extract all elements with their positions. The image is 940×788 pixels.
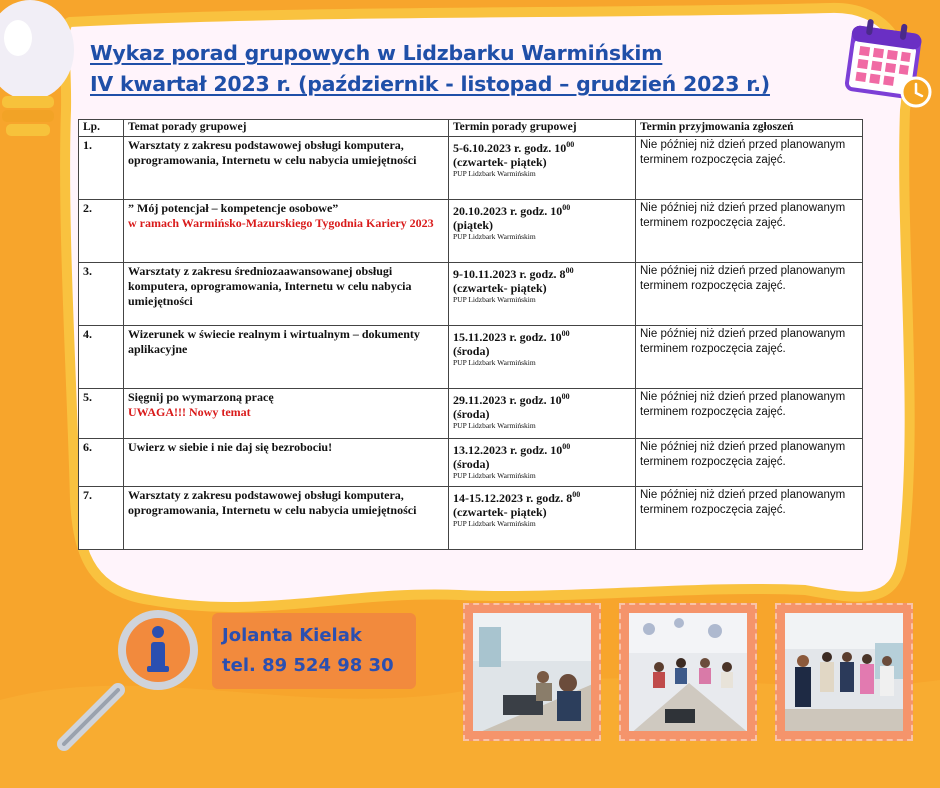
row-lp: 4. xyxy=(79,326,124,389)
info-magnifier-icon xyxy=(50,604,210,754)
row-date-minutes: 00 xyxy=(562,203,571,212)
header-lp: Lp. xyxy=(79,120,124,137)
row-deadline: Nie później niż dzień przed planowanym terminem rozpoczęcia zajęć. xyxy=(636,326,863,389)
row-topic: Sięgnij po wymarzoną pracę xyxy=(128,390,274,404)
contact-name: Jolanta Kielak xyxy=(222,625,362,646)
row-deadline: Nie później niż dzień przed planowanym terminem rozpoczęcia zajęć. xyxy=(636,439,863,487)
row-lp: 7. xyxy=(79,487,124,550)
table-header-row xyxy=(79,120,863,137)
contact-box xyxy=(212,613,416,689)
row-date-cell xyxy=(449,200,636,263)
row-place: PUP Lidzbark Warmińskim xyxy=(453,232,536,241)
row-date xyxy=(453,264,631,281)
table-row xyxy=(79,439,863,487)
row-lp: 5. xyxy=(79,389,124,439)
photo-2-image xyxy=(629,613,747,731)
row-date-cell xyxy=(449,263,636,326)
row-date-text: 20.10.2023 r. godz. 10 xyxy=(453,204,563,218)
row-date-text: 15.11.2023 r. godz. 10 xyxy=(453,330,562,344)
row-deadline: Nie później niż dzień przed planowanym terminem rozpoczęcia zajęć. xyxy=(636,200,863,263)
row-date-text: 14-15.12.2023 r. godz. 8 xyxy=(453,491,573,505)
table-row xyxy=(79,137,863,200)
title-line-1: Wykaz porad grupowych w Lidzbarku Warmińskim xyxy=(90,41,663,65)
row-date-cell xyxy=(449,389,636,439)
row-topic: Uwierz w siebie i nie daj się bezrobociu! xyxy=(128,440,333,454)
row-topic-cell xyxy=(124,263,449,326)
row-lp: 6. xyxy=(79,439,124,487)
row-topic: Warsztaty z zakresu podstawowej obsługi komputera, oprogramowania, Internetu w celu nabycia umiejętności xyxy=(128,488,417,517)
row-place: PUP Lidzbark Warmińskim xyxy=(453,421,536,430)
row-place: PUP Lidzbark Warmińskim xyxy=(453,295,536,304)
row-topic-note: w ramach Warmińsko-Mazurskiego Tygodnia Kariery 2023 xyxy=(128,216,434,230)
table-row xyxy=(79,389,863,439)
header-deadline: Termin przyjmowania zgłoszeń xyxy=(636,120,863,137)
row-topic: Wizerunek w świecie realnym i wirtualnym – dokumenty aplikacyjne xyxy=(128,327,420,356)
row-topic: ” Mój potencjał – kompetencje osobowe” xyxy=(128,201,339,215)
row-date-cell xyxy=(449,137,636,200)
row-day: (czwartek- piątek) xyxy=(453,155,547,169)
row-date xyxy=(453,327,631,344)
row-topic-cell xyxy=(124,487,449,550)
row-date-cell xyxy=(449,487,636,550)
header-date: Termin porady grupowej xyxy=(449,120,636,137)
row-date-minutes: 00 xyxy=(565,266,574,275)
lightbulb-icon xyxy=(0,0,80,150)
row-date xyxy=(453,488,631,505)
row-deadline: Nie później niż dzień przed planowanym terminem rozpoczęcia zajęć. xyxy=(636,487,863,550)
row-topic: Warsztaty z zakresu średniozaawansowanej obsługi komputera, oprogramowania, Internetu w celu nabycia umiejętności xyxy=(128,264,412,308)
row-day: (czwartek- piątek) xyxy=(453,505,547,519)
row-place: PUP Lidzbark Warmińskim xyxy=(453,519,536,528)
row-place: PUP Lidzbark Warmińskim xyxy=(453,169,536,178)
row-deadline: Nie później niż dzień przed planowanym terminem rozpoczęcia zajęć. xyxy=(636,263,863,326)
calendar-icon xyxy=(840,16,936,112)
row-day: (środa) xyxy=(453,407,490,421)
row-deadline: Nie później niż dzień przed planowanym terminem rozpoczęcia zajęć. xyxy=(636,137,863,200)
contact-phone: tel. 89 524 98 30 xyxy=(222,655,394,676)
row-topic-cell xyxy=(124,389,449,439)
row-topic-cell xyxy=(124,137,449,200)
photo-1 xyxy=(463,603,601,741)
header-topic: Temat porady grupowej xyxy=(124,120,449,137)
page-title xyxy=(90,38,810,100)
row-date-text: 13.12.2023 r. godz. 10 xyxy=(453,443,563,457)
row-topic-cell xyxy=(124,326,449,389)
row-topic-cell xyxy=(124,439,449,487)
row-day: (czwartek- piątek) xyxy=(453,281,547,295)
row-date-cell xyxy=(449,326,636,389)
row-day: (środa) xyxy=(453,457,490,471)
row-place: PUP Lidzbark Warmińskim xyxy=(453,471,536,480)
row-lp: 3. xyxy=(79,263,124,326)
row-date xyxy=(453,440,631,457)
row-date-text: 29.11.2023 r. godz. 10 xyxy=(453,393,562,407)
row-date xyxy=(453,201,631,218)
photo-2 xyxy=(619,603,757,741)
row-date-minutes: 00 xyxy=(572,490,581,499)
photo-3-image xyxy=(785,613,903,731)
row-topic: Warsztaty z zakresu podstawowej obsługi komputera, oprogramowania, Internetu w celu nabycia umiejętności xyxy=(128,138,417,167)
schedule-table xyxy=(78,119,863,550)
title-line-2: IV kwartał 2023 r. (październik - listopad – grudzień 2023 r.) xyxy=(90,72,770,96)
row-date-minutes: 00 xyxy=(561,392,570,401)
row-lp: 2. xyxy=(79,200,124,263)
row-day: (piątek) xyxy=(453,218,493,232)
table-row xyxy=(79,263,863,326)
photo-1-image xyxy=(473,613,591,731)
table-row xyxy=(79,200,863,263)
row-topic-note: UWAGA!!! Nowy temat xyxy=(128,405,251,419)
row-date-text: 5-6.10.2023 r. godz. 10 xyxy=(453,141,567,155)
table-row xyxy=(79,326,863,389)
row-date-text: 9-10.11.2023 r. godz. 8 xyxy=(453,267,566,281)
row-date xyxy=(453,138,631,155)
row-deadline: Nie później niż dzień przed planowanym terminem rozpoczęcia zajęć. xyxy=(636,389,863,439)
row-date-minutes: 00 xyxy=(561,329,570,338)
row-day: (środa) xyxy=(453,344,490,358)
row-date-minutes: 00 xyxy=(566,140,575,149)
row-date-minutes: 00 xyxy=(562,442,571,451)
row-lp: 1. xyxy=(79,137,124,200)
row-topic-cell xyxy=(124,200,449,263)
row-date-cell xyxy=(449,439,636,487)
table-row xyxy=(79,487,863,550)
photo-3 xyxy=(775,603,913,741)
row-place: PUP Lidzbark Warmińskim xyxy=(453,358,536,367)
row-date xyxy=(453,390,631,407)
